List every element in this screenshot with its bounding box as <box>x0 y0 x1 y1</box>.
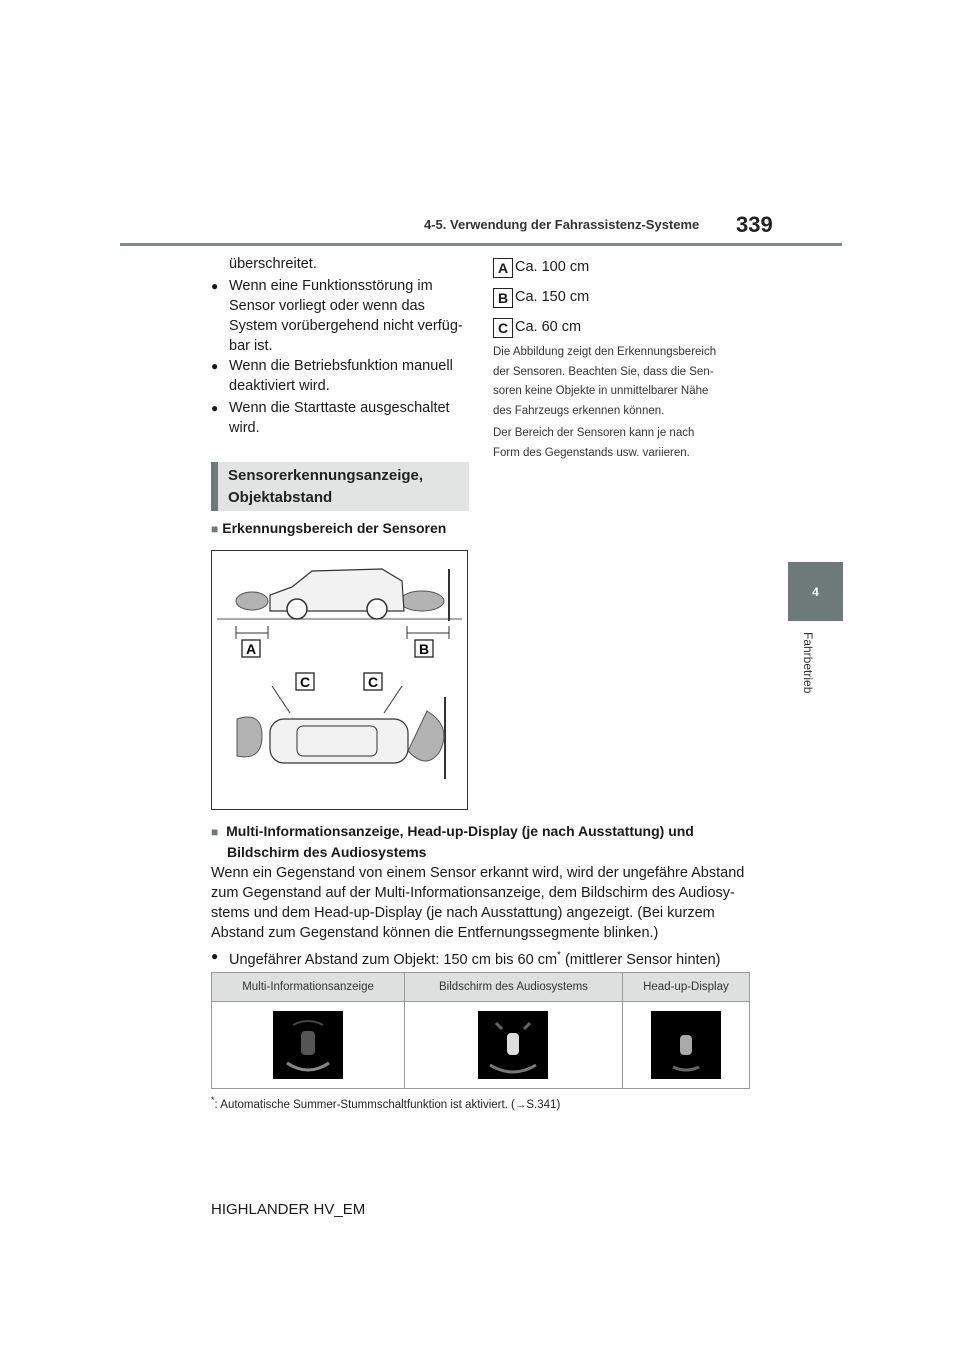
table-row <box>212 1002 750 1089</box>
section-title-line: Objektabstand <box>228 489 333 506</box>
label-a: A <box>493 258 513 278</box>
bullet-line: wird. <box>229 420 260 436</box>
bullet-text: Ungefährer Abstand zum Objekt: 150 cm bis 60 cm <box>229 951 558 968</box>
note-line: des Fahrzeugs erkennen können. <box>493 404 665 417</box>
label-c: C <box>493 318 513 338</box>
table-cell <box>405 1002 623 1089</box>
note-line: der Sensoren. Beachten Sie, dass die Sen- <box>493 365 714 378</box>
measurement-c: Ca. 60 cm <box>515 319 582 335</box>
subheading-line: Multi-Informationsanzeige, Head-up-Display (je nach Ausstattung) und <box>226 823 694 839</box>
footnote-marker: * <box>211 1095 215 1105</box>
subheading-line: Bildschirm des Audiosystems <box>227 844 427 860</box>
measurement-a: Ca. 100 cm <box>515 259 590 275</box>
bullet-line: System vorübergehend nicht verfüg- <box>229 318 463 334</box>
rear-sensor-zone-side <box>400 591 444 611</box>
note-line: soren keine Objekte in unmittelbarer Nähe <box>493 385 709 397</box>
table-cell <box>622 1002 749 1089</box>
bullet-line: ● Wenn die Starttaste ausgeschaltet <box>229 400 450 416</box>
bullet-line: ● Wenn eine Funktionsstörung im <box>229 278 433 294</box>
note-line: Der Bereich der Sensoren kann je nach <box>493 427 695 439</box>
note-object-shape <box>493 424 694 463</box>
sensor-range-illustration <box>212 551 467 809</box>
section-title-line: Sensorerkennungsanzeige, <box>228 467 424 484</box>
bullet-line: ● Wenn die Betriebsfunktion manuell <box>229 358 453 374</box>
paragraph-line: stems und dem Head-up-Display (je nach Ausstattung) angezeigt. (Bei kurzem <box>211 905 715 921</box>
table-header: Head-up-Display <box>622 973 749 1002</box>
page-number: 339 <box>736 212 773 237</box>
sensor-range-figure <box>211 550 468 810</box>
label-b: B <box>493 288 513 308</box>
measurement-b: Ca. 150 cm <box>515 289 590 305</box>
footnote-marker: * <box>557 950 561 961</box>
table-header-row <box>212 973 750 1002</box>
bullet-distance <box>211 946 721 970</box>
note-detection-area <box>493 343 716 421</box>
bullet-line: Sensor vorliegt oder wenn das <box>229 298 425 314</box>
bullet-line: bar ist. <box>229 338 273 354</box>
paragraph-line: Abstand zum Gegenstand können die Entfernungssegmente blinken.) <box>211 925 659 941</box>
display-table <box>211 972 750 1089</box>
front-sensor-zone-top <box>237 717 262 757</box>
bullet-item <box>211 276 463 356</box>
rear-sensor-zone-top <box>408 711 444 761</box>
chapter-label: Fahrbetrieb <box>801 632 815 694</box>
continuation-text: überschreitet. <box>229 256 317 272</box>
note-line: Form des Gegenstands usw. variieren. <box>493 446 690 459</box>
figure-label-c-rear: C <box>367 674 379 690</box>
table-cell <box>212 1002 405 1089</box>
front-sensor-zone-side <box>236 592 268 610</box>
audio-screen-image <box>478 1011 548 1079</box>
header-section-title: 4-5. Verwendung der Fahrassistenz-Systeme <box>424 217 700 232</box>
bullet-item <box>211 356 453 396</box>
figure-label-a: A <box>245 641 257 657</box>
bullet-item <box>211 398 450 438</box>
section-title-box <box>211 462 469 511</box>
multi-info-display-image <box>273 1011 343 1079</box>
bullet-text: (mittlerer Sensor hinten) <box>560 951 721 968</box>
figure-label-c-front: C <box>299 674 311 690</box>
note-line: Die Abbildung zeigt den Erkennungsbereich <box>493 346 717 358</box>
chapter-number: 4 <box>812 584 819 599</box>
paragraph-line: zum Gegenstand auf der Multi-Informationsanzeige, dem Bildschirm des Audiosy- <box>211 885 735 901</box>
table-header: Multi-Informationsanzeige <box>212 973 405 1002</box>
header-rule <box>120 243 842 246</box>
bullet-line: deaktiviert wird. <box>229 378 330 394</box>
footnote-text: : Automatische Summer-Stummschaltfunktion ist aktiviert. (→S.341) <box>214 1098 561 1111</box>
display-paragraph <box>211 863 744 943</box>
subheading-displays <box>211 821 694 862</box>
paragraph-line: Wenn ein Gegenstand von einem Sensor erkannt wird, wird der ungefähre Abstand <box>211 865 745 881</box>
chapter-tab <box>788 562 843 621</box>
head-up-display-image <box>651 1011 721 1079</box>
table-header: Bildschirm des Audiosystems <box>405 973 623 1002</box>
footnote <box>211 1095 560 1111</box>
footer-model: HIGHLANDER HV_EM <box>211 1201 366 1218</box>
subheading-sensor-range: ■ Erkennungsbereich der Sensoren <box>211 518 446 539</box>
figure-label-b: B <box>418 641 430 657</box>
